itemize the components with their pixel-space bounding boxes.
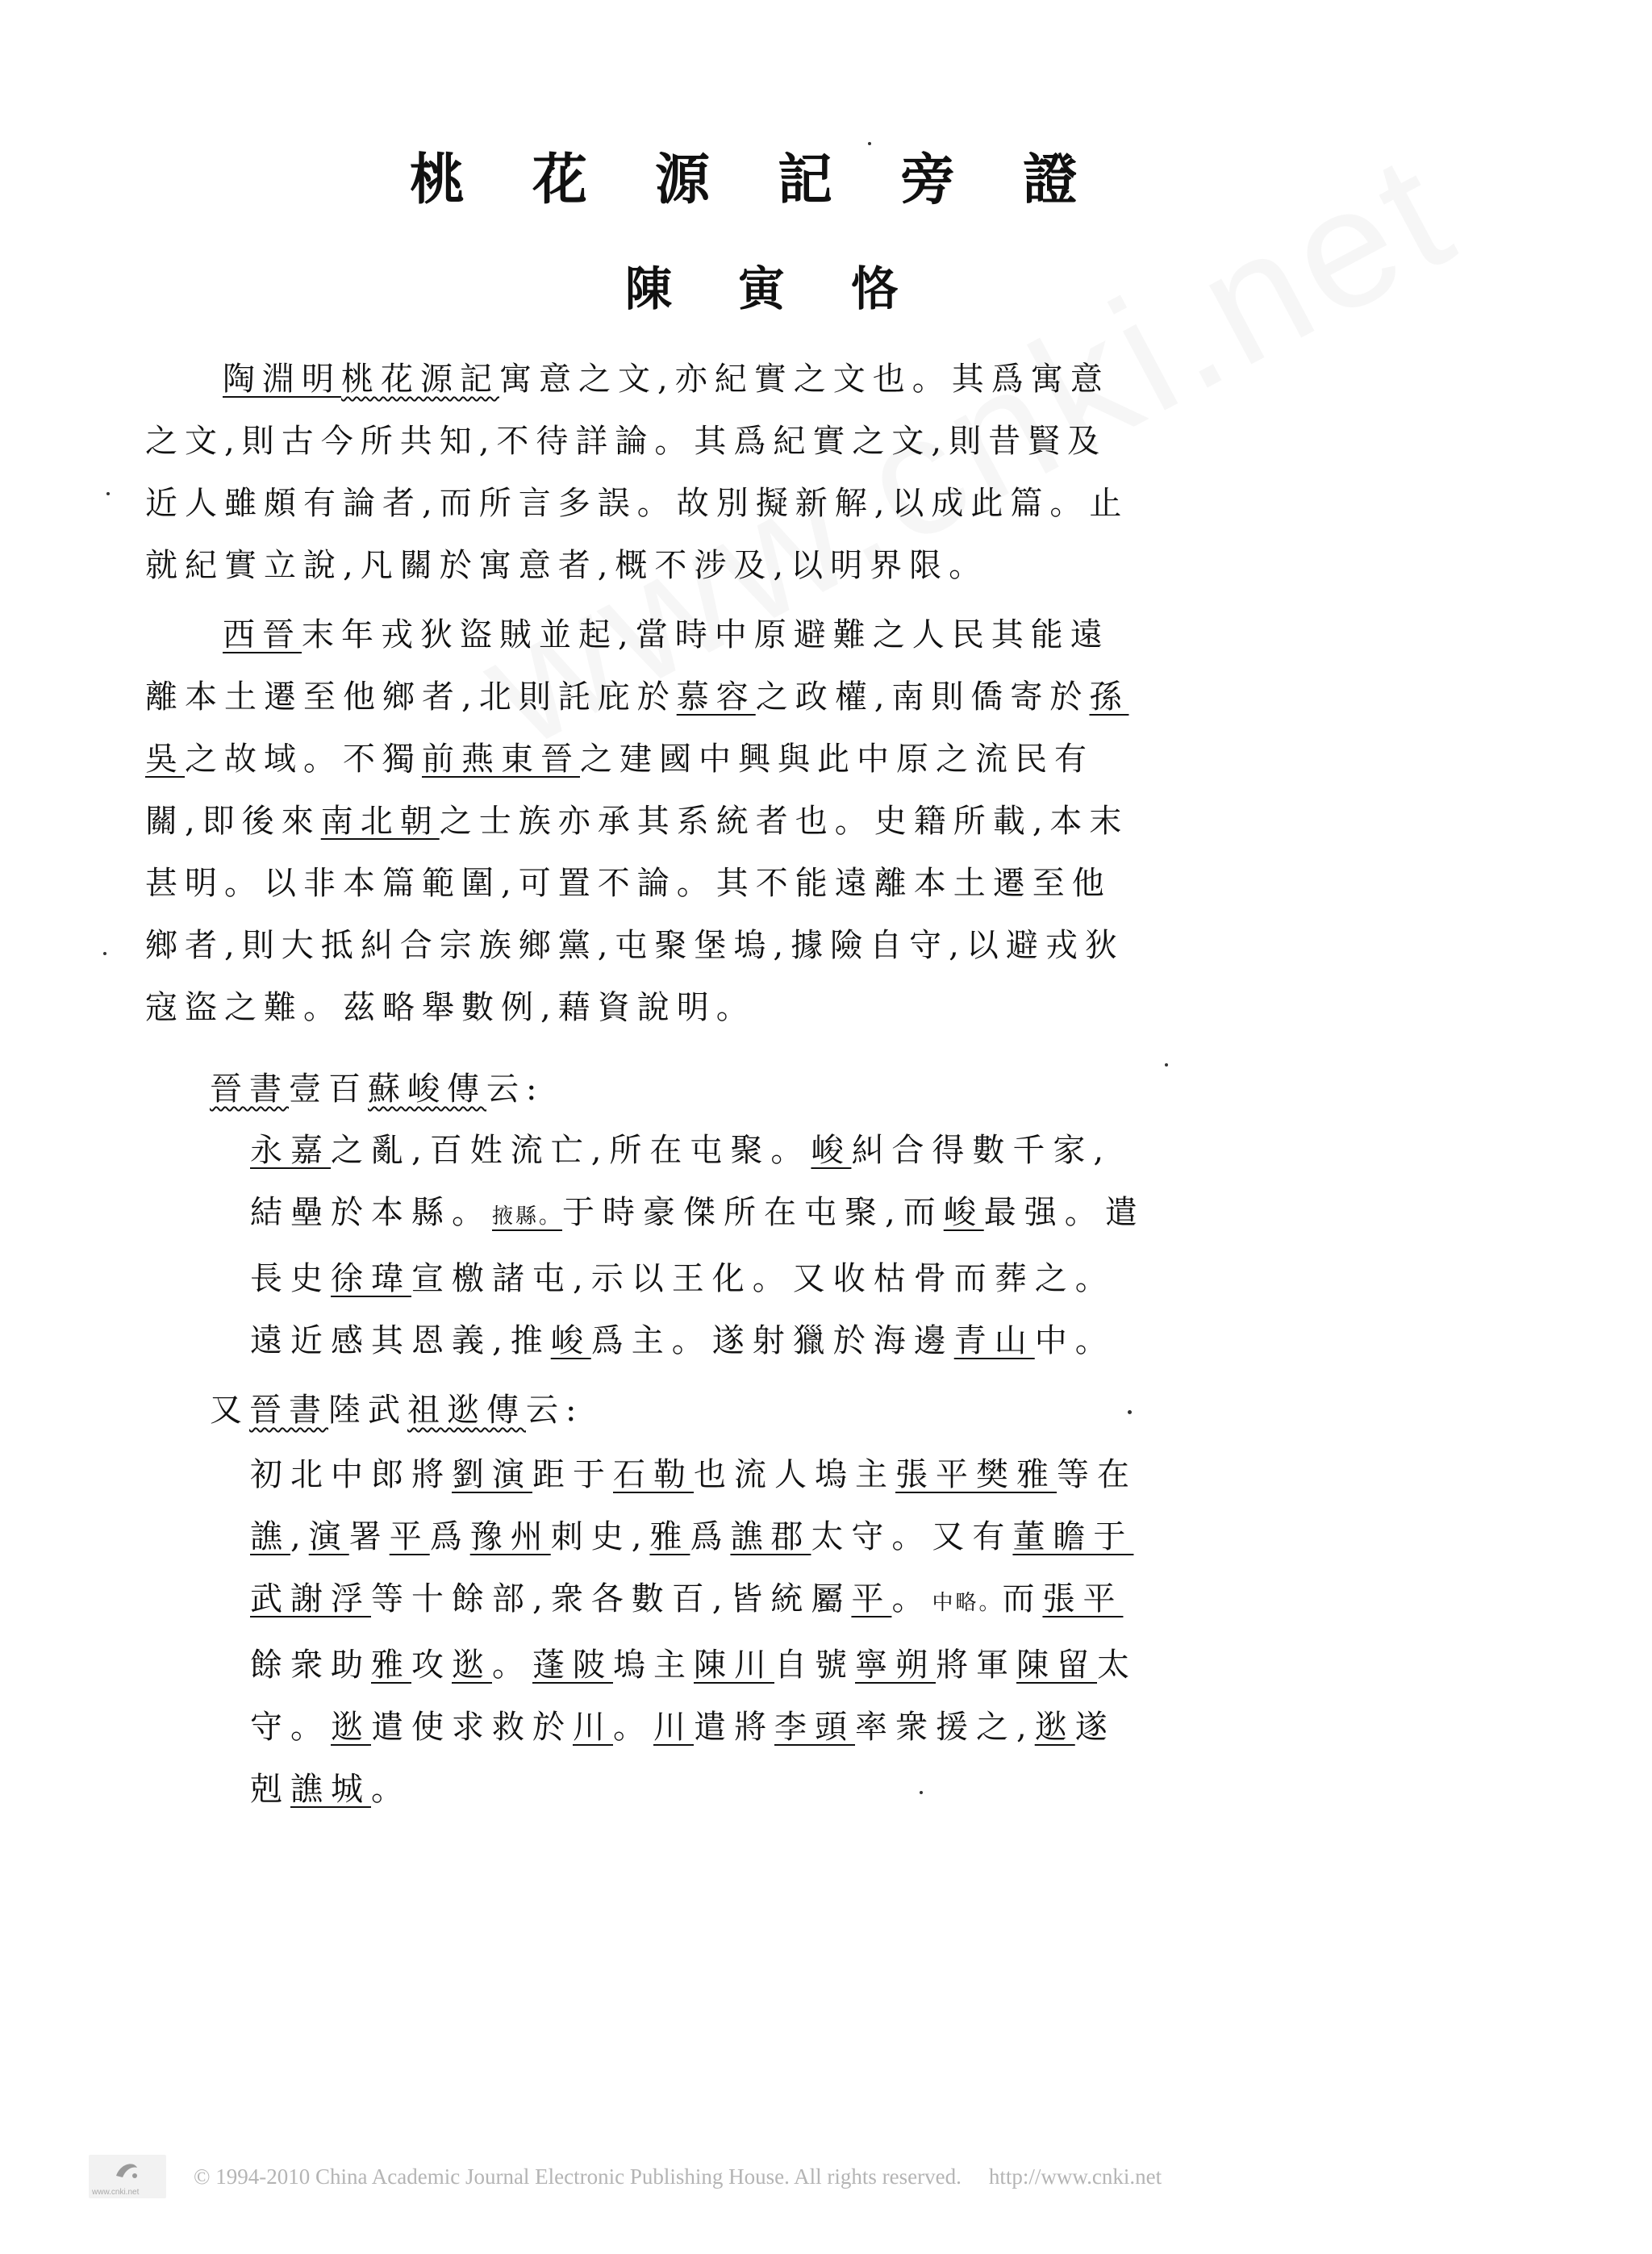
proper-noun: 徐瑋 xyxy=(331,1260,411,1297)
text-run: 太守。又有 xyxy=(811,1518,1013,1555)
proper-noun: 董瞻于武謝浮 xyxy=(250,1518,1134,1617)
proper-noun: 平 xyxy=(851,1580,892,1617)
book-title: 蘇峻傳 xyxy=(368,1071,486,1108)
text-run: 餘衆助 xyxy=(250,1647,371,1684)
text-run: 攻 xyxy=(411,1647,452,1684)
proper-noun: 逖 xyxy=(331,1709,371,1746)
article-author: 陳寅恪 xyxy=(624,261,964,316)
text-run: 太守。 xyxy=(250,1647,1137,1746)
proper-noun: 孫吳 xyxy=(145,678,1129,778)
paragraph-intro xyxy=(145,349,1145,597)
text-run: 。 xyxy=(492,1647,532,1684)
cnki-logo-icon xyxy=(113,2158,142,2182)
text-run: 率衆援之, xyxy=(855,1709,1035,1746)
book-title: 祖逖傳 xyxy=(407,1392,526,1429)
text-run: 。 xyxy=(891,1580,932,1617)
text-run: 遣將 xyxy=(694,1709,774,1746)
text-run: 之政權,南則僑寄於 xyxy=(755,678,1090,716)
proper-noun: 平 xyxy=(389,1518,430,1555)
scan-speck xyxy=(868,142,871,145)
text-run: 之故域。不獨 xyxy=(185,741,422,778)
proper-noun: 逖 xyxy=(452,1647,492,1684)
text-run: 之建國中興與此中原之流民有關,即後來 xyxy=(145,741,1094,840)
proper-noun: 峻 xyxy=(550,1322,591,1359)
proper-noun: 陳川 xyxy=(694,1647,774,1684)
text-run: 末年戎狄盜賊並起,當時中原避難之人民其能遠離本土遷至他鄉者,北則託庇於 xyxy=(145,616,1110,716)
paragraph-context xyxy=(145,604,1145,1039)
text-run: 壹百 xyxy=(289,1071,368,1108)
text-run: 將軍 xyxy=(936,1647,1016,1684)
scan-speck xyxy=(1128,1410,1132,1414)
scan-speck xyxy=(103,952,106,955)
text-run: 于時豪傑所在屯聚,而 xyxy=(562,1194,944,1231)
book-title: 晉書 xyxy=(249,1392,328,1429)
text-run: 糾合得數千家,結壘於本縣。 xyxy=(250,1132,1112,1231)
proper-noun: 譙 xyxy=(250,1518,290,1555)
cnki-logo-text: www.cnki.net xyxy=(92,2188,140,2197)
scan-speck xyxy=(920,1791,923,1794)
text-run: 。 xyxy=(613,1709,653,1746)
proper-noun: 前燕東晉 xyxy=(422,741,580,778)
proper-noun: 峻 xyxy=(943,1194,984,1231)
footer-url-link[interactable]: http://www.cnki.net xyxy=(988,2164,1162,2189)
proper-noun: 逖 xyxy=(1034,1709,1075,1746)
proper-noun: 譙城 xyxy=(290,1771,371,1808)
proper-noun: 川 xyxy=(573,1709,613,1746)
text-run: 寓意之文,亦紀實之文也。其爲寓意之文,則古今所共知,不待詳論。其爲紀實之文,則昔賢及近人雖頗有論者,而所言多誤。故別擬新解,以成此篇。止就紀實立說,凡關於寓意者,概不涉及,以明界限。 xyxy=(145,361,1129,584)
text-run: 陸武 xyxy=(328,1392,407,1429)
text-run: 也流人塢主 xyxy=(694,1456,895,1493)
proper-noun: 陳留 xyxy=(1016,1647,1097,1684)
article-title: 桃花源記旁證 xyxy=(409,148,1145,212)
proper-noun: 川 xyxy=(653,1709,694,1746)
annotation: 中略。 xyxy=(932,1591,1003,1615)
text-run: 等在 xyxy=(1057,1456,1137,1493)
text-run: 中。 xyxy=(1034,1322,1116,1359)
quote-sujun xyxy=(250,1120,1145,1372)
text-run: 塢主 xyxy=(613,1647,694,1684)
scan-speck xyxy=(1165,1063,1168,1066)
proper-noun: 峻 xyxy=(811,1132,852,1169)
proper-noun: 陶淵明 xyxy=(223,361,341,398)
proper-noun: 南北朝 xyxy=(320,803,440,840)
proper-noun: 寧朔 xyxy=(855,1647,936,1684)
text-run: 自號 xyxy=(774,1647,855,1684)
text-run: 之亂,百姓流亡,所在屯聚。 xyxy=(331,1132,811,1169)
proper-noun: 劉演 xyxy=(452,1456,532,1493)
proper-noun: 張平樊雅 xyxy=(895,1456,1057,1493)
quote-intro-sujun xyxy=(210,1058,1145,1121)
text-run: 爲主。遂射獵於海邊 xyxy=(590,1322,954,1359)
book-title: 晉書 xyxy=(210,1071,289,1108)
proper-noun: 豫州 xyxy=(469,1518,551,1555)
proper-noun: 蓬陂 xyxy=(532,1647,613,1684)
proper-noun: 西晉 xyxy=(223,616,302,653)
text-run: 云: xyxy=(526,1392,584,1429)
proper-noun: 雅 xyxy=(371,1647,411,1684)
text-run: 。 xyxy=(371,1771,411,1808)
quote-intro-zuti xyxy=(210,1380,1145,1442)
text-run: , xyxy=(290,1518,309,1555)
text-run: 遂剋 xyxy=(250,1709,1116,1808)
proper-noun: 雅 xyxy=(649,1518,690,1555)
text-run: 距于 xyxy=(532,1456,613,1493)
text-run: 遣使求救於 xyxy=(371,1709,573,1746)
page-footer xyxy=(89,2152,1621,2201)
proper-noun: 演 xyxy=(308,1518,349,1555)
proper-noun: 張平 xyxy=(1042,1580,1124,1617)
quote-zuti xyxy=(250,1444,1145,1821)
text-run: 等十餘部,衆各數百,皆統屬 xyxy=(371,1580,852,1617)
proper-noun: 李頭 xyxy=(774,1709,855,1746)
proper-noun: 譙郡 xyxy=(730,1518,811,1555)
proper-noun: 掖縣。 xyxy=(492,1204,563,1229)
text-run: 云: xyxy=(486,1071,544,1108)
text-run: 爲 xyxy=(429,1518,470,1555)
cnki-logo xyxy=(89,2155,166,2198)
text-run: 署 xyxy=(348,1518,390,1555)
text-run: 最强。遣長史 xyxy=(250,1194,1145,1297)
text-run: 初北中郎將 xyxy=(250,1456,452,1493)
footer-copyright: © 1994-2010 China Academic Journal Electronic Publishing House. All rights reserved. xyxy=(194,2164,962,2189)
text-run: 刺史, xyxy=(550,1518,650,1555)
text-run: 之士族亦承其系統者也。史籍所載,本末甚明。以非本篇範圍,可置不論。其不能遠離本土遷至他鄉者,則大抵糾合宗族鄉黨,屯聚堡塢,據險自守,以避戎狄寇盜之難。茲略舉數例,藉資說明。 xyxy=(145,803,1129,1026)
text-run: 爲 xyxy=(690,1518,731,1555)
text-run: 又 xyxy=(210,1392,249,1429)
book-title: 桃花源記 xyxy=(341,361,499,398)
text-run: 宣檄諸屯,示以王化。又收枯骨而葬之。遠近感其恩義,推 xyxy=(250,1260,1116,1359)
proper-noun: 慕容 xyxy=(676,678,756,716)
proper-noun: 石勒 xyxy=(613,1456,694,1493)
text-run: 而 xyxy=(1002,1580,1043,1617)
proper-noun: 永嘉 xyxy=(250,1132,331,1169)
scan-speck xyxy=(106,492,110,495)
proper-noun: 青山 xyxy=(953,1322,1035,1359)
